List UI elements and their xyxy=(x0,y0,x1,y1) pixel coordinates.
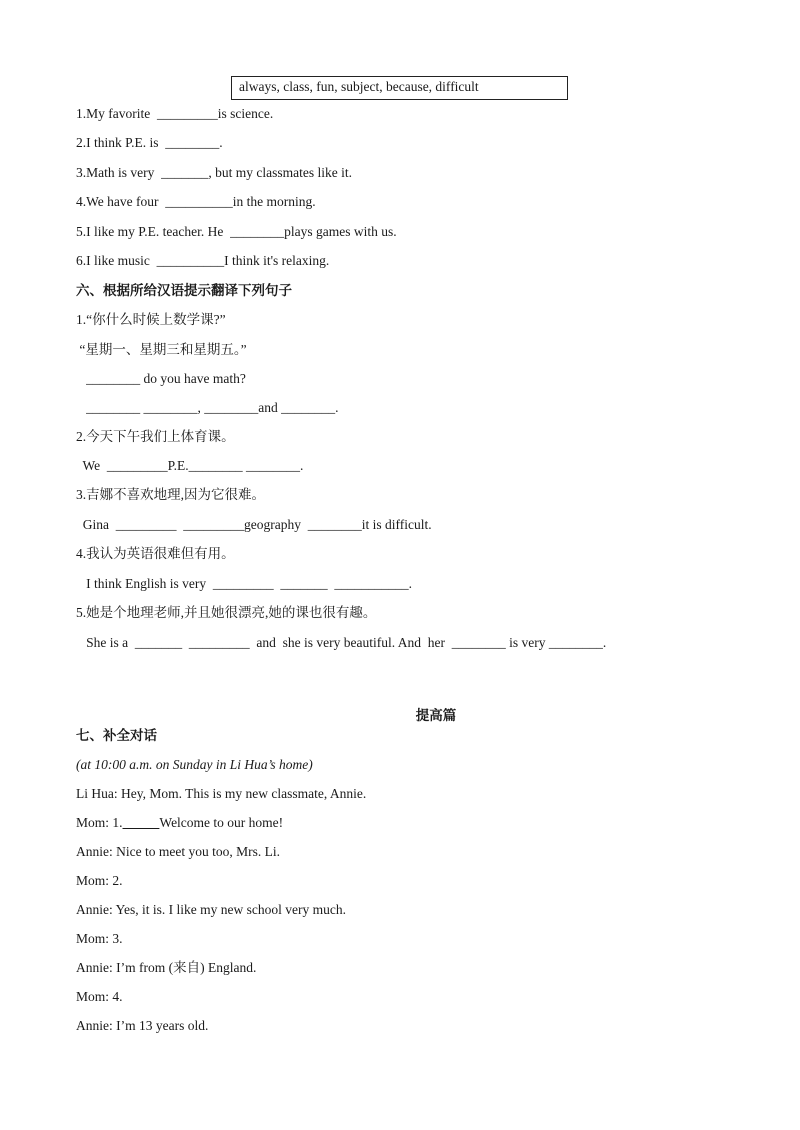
fill-item-5: 5.I like my P.E. teacher. He ________plays games with us. xyxy=(76,224,397,239)
translation-q4-line: I think English is very _________ _______ ___________. xyxy=(76,576,412,591)
dialogue-line-annie-2: Annie: Yes, it is. I like my new school very much. xyxy=(76,902,346,917)
section-7-heading: 七、补全对话 xyxy=(76,728,157,743)
translation-q3-line: Gina _________ _________geography ________it is difficult. xyxy=(76,517,432,532)
fill-item-3: 3.Math is very _______, but my classmates like it. xyxy=(76,165,352,180)
dialogue-line-annie-4: Annie: I’m 13 years old. xyxy=(76,1018,209,1033)
fill-item-4: 4.We have four __________in the morning. xyxy=(76,194,316,209)
mom-1-suffix: Welcome to our home! xyxy=(159,815,284,830)
section-6-heading: 六、根据所给汉语提示翻译下列句子 xyxy=(76,283,292,298)
fill-item-6: 6.I like music __________I think it's relaxing. xyxy=(76,253,330,268)
translation-q2-line: We _________P.E.________ ________. xyxy=(76,458,304,473)
dialogue-line-annie-1: Annie: Nice to meet you too, Mrs. Li. xyxy=(76,844,280,859)
translation-q1-line2: ________ ________, ________and ________. xyxy=(76,400,339,415)
translation-q5-chinese: 5.她是个地理老师,并且她很漂亮,她的课也很有趣。 xyxy=(76,605,377,620)
advanced-section-title: 提高篇 xyxy=(415,708,457,723)
mom-1-blank xyxy=(123,815,160,830)
dialogue-line-lihua: Li Hua: Hey, Mom. This is my new classmate, Annie. xyxy=(76,786,367,801)
fill-item-1: 1.My favorite _________is science. xyxy=(76,106,274,121)
dialogue-line-mom-3: Mom: 3. xyxy=(76,931,123,946)
translation-q1-chinese: 1.“你什么时候上数学课?” xyxy=(76,312,226,327)
dialogue-line-annie-3: Annie: I’m from (来自) England. xyxy=(76,960,257,975)
translation-q5-line: She is a _______ _________ and she is very beautiful. And her ________ is very ________. xyxy=(76,635,607,650)
translation-q2-chinese: 2.今天下午我们上体育课。 xyxy=(76,429,235,444)
dialogue-line-mom-1 xyxy=(76,814,283,832)
dialogue-line-mom-2: Mom: 2. xyxy=(76,873,123,888)
word-bank-box: always, class, fun, subject, because, difficult xyxy=(231,76,568,100)
mom-1-prefix: Mom: 1. xyxy=(76,815,123,830)
dialogue-context: (at 10:00 a.m. on Sunday in Li Hua’s home) xyxy=(76,757,313,772)
translation-q1-answer-chinese: “星期一、星期三和星期五。” xyxy=(76,342,247,357)
translation-q1-line1: ________ do you have math? xyxy=(76,371,246,386)
fill-item-2: 2.I think P.E. is ________. xyxy=(76,135,223,150)
dialogue-line-mom-4: Mom: 4. xyxy=(76,989,123,1004)
translation-q3-chinese: 3.吉娜不喜欢地理,因为它很难。 xyxy=(76,487,265,502)
translation-q4-chinese: 4.我认为英语很难但有用。 xyxy=(76,546,235,561)
